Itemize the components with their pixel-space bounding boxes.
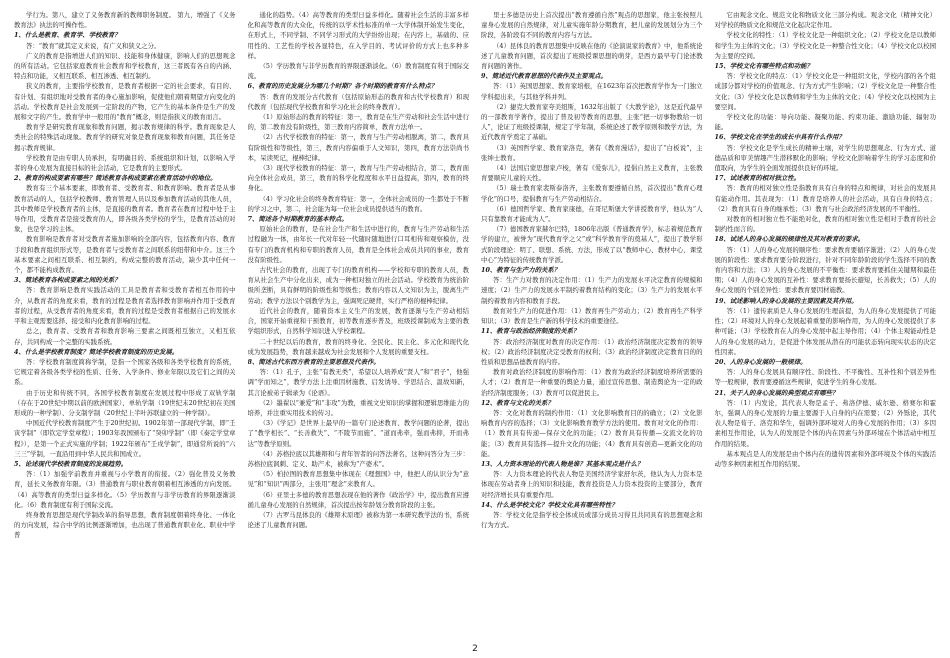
answer-paragraph: （6）亚里士多德的教育思想表现在他的著作《政治学》中，提出教育应遵循儿童身心发展的自然规律，首次提出按年龄划分教育阶段的主张。	[247, 490, 469, 509]
answer-paragraph: 古代社会的教育，出现了专门的教育机构——学校和专职的教育人员，教育从社会生产中分化出来，成为一种相对独立的社会活动。学校教育为统治阶级所垄断，具有鲜明的阶级性和等级性；教育内容以人文知识为主，脱离生产劳动；教学方法以个别教学为主，强调死记硬背，实行严格的棍棒纪律。	[247, 266, 469, 305]
page-number: 2	[472, 644, 478, 654]
answer-paragraph: 答：教育影响是教育实践活动的工具是教育者和受教育者相互作用的中介，从教育者的角度来看，教育的过程是教育者选择教育影响并作用于受教育者的过程，从受教育者的角度来看，教育的过程是受教育者根据自己的发展水平和主观需要选择、接受和内化教育影响的过程。	[14, 286, 236, 326]
question-heading: 14、什么是学校文化？学校文化具有哪些特性？	[481, 500, 618, 509]
answer-paragraph: 答：学校文化的特点：（1）学校文化是一种组织文化，学校内部的各个组成部分都对学校的价值观念、行为方式产生影响；（2）学校文化是一种整合性文化；（3）学校文化是以教师和学生为主体的文化；（4）学校文化以校园为主要空间。	[714, 72, 936, 111]
answer-paragraph: 终身教育思想是现代学制改革的指导思想，教育制度朝着终身化、一体化的方向发展，综合中学的比例逐渐增加，也出现了普通教育职业化、职业中学普	[14, 510, 236, 540]
question-heading: 12、教育与文化的关系？	[481, 398, 554, 407]
answer-paragraph: 教育学是研究教育现象和教育问题，揭示教育规律的科学。教育现象是人类社会的特殊活动现象。教育学的研究对象是教育现象和教育问题，其任务是揭示教育规律。	[14, 123, 236, 152]
question-heading: 8、简述古代东西方教育的主要思想及代表作。	[247, 357, 380, 366]
question-heading: 10、教育与生产力的关系？	[481, 266, 561, 275]
answer-paragraph: 答：生产力对教育的决定作用：（1）生产力的发展水平决定教育的规模和速度；（2）生产力的发展水平制约着教育结构的变化；（3）生产力的发展水平制约着教育内容和教育手段。	[481, 276, 703, 305]
answer-paragraph: （3）英国哲学家、教育家洛克，著有《教育漫话》，提出了“白板说”，主张绅士教育。	[481, 143, 703, 162]
question-heading: 11、教育与政治经济制度的关系？	[481, 327, 580, 336]
question-heading: 19、试述影响人的身心发展的主要因素及其作用。	[714, 296, 858, 305]
text-columns	[14, 10, 936, 638]
answer-paragraph: 由于历史和传统不同，各国学校教育制度在发展过程中形成了双轨学制（存在于20世纪中期以前的欧洲国家）、单轨学制（19世纪末20世纪初在美国形成的一种学制）、分支制学制（20世纪上半叶苏联建立的一种学制）。	[14, 388, 236, 417]
answer-paragraph: （4）学习化社会的终身教育特征：第一，全体社会成员的一生都处于不断的学习之中，第二，社会能为每一位社会成员提供适当的教育。	[247, 194, 469, 213]
answer-paragraph: （3）现代学校教育的特征：第一，教育与生产劳动相结合，第二，教育面向全体社会成员，第三，教育的科学化程度和水平日益提高，第四，教育的终身化。	[247, 164, 469, 193]
answer-paragraph: （5）瑞士教育家裴斯泰洛齐，主张教育要遵循自然，首次提出“教育心理学化”的口号，提倡教育与生产劳动相结合。	[481, 184, 703, 203]
answer-paragraph: 答：“教育”就其定义来说，有广义和狭义之分。	[26, 41, 161, 50]
answer-paragraph: 答：（1）孔子，主张“有教无类”，希望以人培养成“贤人”和“君子”，他强调“学而知之”，教学方法上注重因材施教、启发诱导、学思结合、温故知新，其言论被弟子辑录为《论语》。	[247, 368, 469, 397]
answer-paragraph: 答：政治经济制度对教育的决定作用：（1）政治经济制度决定教育的领导权；（2）政治经济制度决定受教育的权利；（3）政治经济制度决定教育目的的性质和思想品德教育的内容。	[481, 337, 703, 366]
answer-paragraph: （4）苏格拉底以其雄辩和与青年智者的问答法著名，这种问答分为三步：苏格拉底讽刺、定义、助产术，被称为“产婆术”。	[247, 449, 469, 468]
question-heading: 9、简述近代教育思想的代表作及主要观点。	[481, 72, 607, 81]
question-heading: 18、试述人的身心发展的规律性及其对教育的要求。	[714, 235, 864, 244]
answer-paragraph: 教育对政治经济制度的影响作用：（1）教育为政治经济制度培养所需要的人才；（2）教育是一种重要的舆论力量，通过宣传思想、制造舆论为一定的政治经济制度服务；（3）教育可以促进民主。	[481, 368, 703, 397]
answer-paragraph: 答：（1）英国思想家、教育家培根，在1623年首次把教育学作为一门独立学科提出来，与其他学科并列。	[481, 82, 703, 101]
answer-paragraph: 学校文化的特性：（1）学校文化是一种组织文化；（2）学校文化是以教师和学生为主体的文化；（3）学校文化是一种整合性文化；（4）学校文化以校园为主要的空间。	[714, 31, 936, 60]
answer-paragraph: 中国近代学校教育制度产生于20世纪初。1902年第一部现代学制，即“壬寅学制”（即钦定学堂章程）；1903年我国颁布了“癸卯学制”（即《奏定学堂章程》），是第一个正式实施的学制；1922年颁布“壬戌学制”，即通常所说的“六三三”学制，一直沿用到中华人民共和国成立。	[14, 419, 236, 458]
answer-paragraph: 二十世纪以后的教育，教育的终身化、全民化、民主化、多元化和现代化成为发展趋势，教育越来越成为社会发展和个人发展的重要支柱。	[247, 337, 469, 356]
answer-paragraph: （5）学历教育与非学历教育的界限逐渐淡化。（6）教育制度有利于国际交流。	[247, 62, 469, 81]
question-heading: 17、试述教育的相对独立性。	[714, 174, 801, 183]
answer-paragraph: 答：学校教育制度简称学制，是指一个国家各级和各类学校教育的系统，它规定着各级各类学校的性质、任务、入学条件、修业年限以及它们之间的关系。	[14, 357, 236, 387]
answer-paragraph: 基本观点是人的发展是由个体内在的遗传因素和外部环境及个体的实践活动等多种因素相互作用的结果。	[714, 449, 936, 468]
question-heading: 21、关于人的身心发展的典型观点有哪些？	[714, 388, 839, 397]
question-heading: 3、简述教育各构成要素之间的关系？	[14, 276, 121, 285]
text-column-1	[14, 10, 236, 638]
answer-paragraph: 教育影响是教育者对受教育者施加影响的全部内容，包括教育内容、教育手段和教育组织形式等，是教育者与受教育者之间联系的纽带和中介。这三个基本要素之间相互联系、相互制约，构成完整的教育活动，缺少其中任何一个，都不能构成教育。	[14, 235, 236, 275]
answer-paragraph: 对教育的相对独立性不能绝对化，教育的相对独立性是相对于教育的社会制约性而言的。	[714, 215, 936, 234]
text-column-2	[248, 10, 470, 638]
question-heading: 6、教育的历史发展分为哪几个时期？各个时期的教育有什么特点？	[247, 82, 438, 91]
answer-paragraph: （2）古代学校教育的特征：第一，教育与生产劳动相脱离，第二，教育具有阶级性和等级性，第三，教育内容偏重于人文知识，第四，教育方法崇尚书本，呆读死记，棍棒纪律。	[247, 133, 469, 162]
answer-paragraph: （3）《学记》是世界上最早的一篇专门论述教育、教学问题的论著，提出了“教学相长”、“长善救失”、“不陵节而施”、“道而弗牵，强而弗抑，开而弗达”等教学原则。	[247, 419, 469, 448]
answer-paragraph: 学校教育是由专职人员承担，有明确目的、系统组织和计划，以影响入学者的身心发展为直接目标的社会活动，它是教育的主要形式。	[14, 153, 236, 173]
answer-paragraph: 近代社会的教育，随着资本主义生产的发展，教育逐渐与生产劳动相结合，国家开始重视和干预教育，初等教育逐步普及，班级授课制成为主要的教学组织形式，自然科学知识进入学校课程。	[247, 306, 469, 336]
answer-paragraph: （7）德国教育家赫尔巴特，1806年出版《普通教育学》，标志着规范教育学的建立，被誉为“现代教育学之父”或“科学教育学的奠基人”，提出了教学形式阶段理论：明了、联想、系统、方法，形成了以“教师中心、教材中心、课堂中心”为特征的传统教育学派。	[481, 225, 703, 264]
answer-paragraph: （5）柏拉图的教育思想集中体现在《理想国》中，他把人的认识分为“意见”和“知识”两部分，主张用“理念”来教育人。	[247, 470, 469, 489]
answer-paragraph: 答：（1）加强学前教育并重视与小学教育的衔接。（2）强化普及义务教育，延长义务教育年限。（3）普通教育与职业教育朝着相互渗透的方向发展。（4）高等教育的类型日益多样化。（5）学历教育与非学历教育的界限逐渐淡化。（6）教育制度有利于国际交流。	[14, 470, 236, 509]
answer-paragraph: 学行为。第八，建立了义务教育新的教师职务制度。 第九，增强了《义务教育法》执法的可操作性。	[14, 11, 236, 30]
answer-paragraph: 里士多德是历史上首次提出“教育遵循自然”观点的思想家，他主张按照儿童身心发展的自然规律，对儿童实施年龄分期教育，把儿童的发展划分为三个阶段，各阶段有不同的教育内容与方法。	[481, 11, 703, 40]
answer-paragraph: 通化的趋势。（4）高等教育的类型日益多样化。随着社会生活的丰富多样化和高等教育的大众化，传统的以学术性标准的单一大学体制开始发生变化，在形式上，不同学制、不同学习形式的大学纷纷出现；在内容上，基础的、应用性的、工艺性的学校各显特色，在入学目的、考试评价的方式上也多种多样。	[247, 11, 469, 60]
answer-paragraph: 答：（1）遗传素质是人身心发展的生理前提，为人的身心发展提供了可能性；（2）环境对人的身心发展起着重要的影响作用，为人的身心发展提供了多种可能；（3）学校教育在人的身心发展中起主导作用；（4）个体主观能动性是人的身心发展的动力，是促进个体发展从潜在的可能状态转向现实状态的决定性因素。	[714, 306, 936, 356]
answer-paragraph: 答：人的身心发展具有顺序性、阶段性、不平衡性、互补性和个别差异性等一般规律，教育要遵循这些规律，促进学生的身心发展。	[714, 368, 936, 387]
question-heading: 20、人的身心发展的一般规律。	[714, 357, 807, 366]
answer-paragraph: 学校文化的功能：导向功能、凝聚功能、约束功能、激励功能、辐射功能。	[714, 113, 936, 132]
question-heading: 2、教育的构成要素有哪些？简述教育各构成要素在教育活动中的地位。	[14, 174, 217, 183]
question-heading: 5、论述现代学校教育制度的发展趋势。	[14, 459, 128, 468]
answer-paragraph: 原始社会的教育，是在社会生产和生活中进行的，教育与生产劳动和生活过程融为一体，由年长一代对年轻一代随时随地进行口耳相传和观察模仿，没有专门的教育机构和专职的教育人员，教育是全体社会成员共同的事业，教育没有阶级性。	[247, 225, 469, 264]
answer-paragraph: 教育对生产力的促进作用：（1）教育再生产劳动力；（2）教育再生产科学知识；（3）教育是生产新的科学技术的重要途径。	[481, 306, 703, 326]
question-heading: 1、什么是教育、教育学、学校教育？	[14, 31, 121, 40]
text-column-4	[715, 10, 937, 638]
text-column-3	[481, 10, 703, 638]
answer-paragraph: 广义的教育是指增进人们的知识、技能和身体健康，影响人们的思想观念的所有活动。它包括家庭教育社会教育和学校教育，这三者既有各自的内涵、特点和功能，又相互联系、相互渗透、相互制约。	[14, 51, 236, 81]
question-heading: 4、什么是学校教育制度？简述学校教育制度的历史发展。	[14, 347, 179, 356]
answer-paragraph: 答：（1）人的身心发展的顺序性：要求教育要循序渐进；（2）人的身心发展的阶段性：要求教育要分阶段进行，针对不同年龄阶段的学生选择不同的教育内容和方法；（3）人的身心发展的不平衡性：要求教育要抓住关键期和最佳期；（4）人的身心发展的互补性：要求教育要扬长避短，长善救失；（5）人的身心发展的个别差异性：要求教育要因材施教。	[714, 245, 936, 295]
answer-paragraph: （7）古罗马昆体良的《雄辩术原理》被称为第一本研究教学法的书，系统论述了儿童教育问题。	[247, 510, 469, 530]
answer-paragraph: 教育有三个基本要素，即教育者、受教育者、和教育影响。教育者是从事教育活动的人，包括学校教师、教育管理人员以及参加教育活动的其他人员，其中教师是学校教育者的主体，是直接的教育者。教育者在教育过程中处于主导作用，受教育者是接受教育的人，即各级各类学校的学生，是教育活动的对象，也是学习的主体。	[14, 184, 236, 234]
answer-paragraph: 答：学校文化是学生成长的精神土壤，对学生的思想观念、行为方式、道德品质和审美情趣产生潜移默化的影响；学校文化影响着学生的学习态度和价值取向，为学生的全面发展提供良好的环境。	[714, 143, 936, 173]
answer-paragraph: 总之，教育者、受教育者和教育影响三要素之间既相互独立，又相互依存，共同构成一个完整的实践系统。	[14, 327, 236, 346]
question-heading: 16、学校文化在学生的成长中具有什么作用？	[714, 133, 845, 142]
answer-paragraph: 它由观念文化、规范文化和物质文化三部分构成。观念文化（精神文化）对学校的物质文化和规范文化起决定作用。	[714, 11, 936, 30]
question-heading: 13、人力资本理论的代表人物是谁？其基本观点是什么？	[481, 459, 644, 468]
answer-paragraph: 狭义的教育，主要指学校教育，是教育者根据一定的社会要求，有目的、有计划、有组织地对受教育者的身心施加影响，促使他们朝着期望方向变化的活动。学校教育是社会发展到一定阶段的产物，它产生的基本条件是生产的发展和文字的产生。教育学中一般用的“教育”概念，则是指狭义的教育而言。	[14, 82, 236, 122]
answer-paragraph: （2）墨翟以“兼爱”和“非攻”为教，重视文史知识的掌握和逻辑思维能力的培养，并注重实用技术的传习。	[247, 398, 469, 417]
answer-paragraph: 答：文化对教育的制约作用：（1）文化影响教育目的的确立；（2）文化影响教育内容的选择；（3）文化影响教育教学方法的使用。教育对文化的作用：（1）教育具有传递—保存文化的功能；（2）教育具有传播—交流文化的功能；（3）教育具有选择—提升文化的功能；（4）教育具有创造—更新文化的功能。	[481, 408, 703, 458]
answer-paragraph: 答：教育的发展分古代教育（包括原始形态的教育和古代学校教育）和现代教育（包括现代学校教育和学习化社会的终身教育）。	[247, 92, 469, 111]
answer-paragraph: 答：（1）内发论，其代表人物是孟子、弗洛伊德、威尔逊、格赛尔和霍尔，强调人的身心发展的力量主要源于人自身的内在需要；（2）外铄论，其代表人物是荀子、洛克和华生，强调外部环境对人的身心发展的作用；（3）多因素相互作用论，认为人的发展是个体的内在因素与外部环境在个体活动中相互作用的结果。	[714, 398, 936, 448]
answer-paragraph: 答：人力资本理论的代表人物是美国经济学家舒尔茨，他认为人力资本是体现在劳动者身上的知识和技能，教育投资是人力资本投资的主要部分，教育对经济增长具有重要作用。	[481, 470, 703, 499]
answer-paragraph: （2）捷克大教育家夸美纽斯，1632年出版了《大教学论》，这是近代最早的一部教育学著作，提出了普及初等教育的思想，主张“把一切事物教给一切人”，论证了班级授课制，规定了学年制，系统论述了教学原则和教学方法，为近代教育学奠定了基础。	[481, 102, 703, 142]
answer-paragraph: （1）原始形态的教育的特征：第一，教育是在生产劳动和社会生活中进行的，第二教育没有阶级性，第三教育内容简单，教育方法单一。	[247, 113, 469, 132]
answer-paragraph: 答：教育的相对独立性是指教育具有自身的特点和规律，对社会的发展具有能动作用。其表现为：（1）教育是培养人的社会活动，具有自身的特点；（2）教育具有自身的继承性；（3）教育与社会政治经济发展的不平衡性。	[714, 184, 936, 213]
question-heading: 15、学校文化有哪些特点和功能？	[714, 62, 813, 71]
question-heading: 7、简述各个时期教育的基本特点。	[247, 215, 348, 224]
answer-paragraph: （4）法国启蒙思想家卢梭，著有《爱弥儿》，提倡自然主义教育，主张教育要顺应儿童的天性。	[481, 164, 703, 183]
answer-paragraph: （6）德国哲学家、教育家康德，在哥尼斯堡大学讲授教育学，他认为“人只有靠教育才能成为人”。	[481, 204, 703, 224]
answer-paragraph: 答：学校文化是指学校全体成员或部分成员习得且共同具有的思想观念和行为方式。	[481, 510, 703, 530]
answer-paragraph: （4）昆体良的教育思想集中反映在他的《论演说家的教育》中，他系统论述了儿童教育问题，首次提出了班级授课思想的萌芽，是西方最早专门论述教育问题的著作。	[481, 41, 703, 71]
